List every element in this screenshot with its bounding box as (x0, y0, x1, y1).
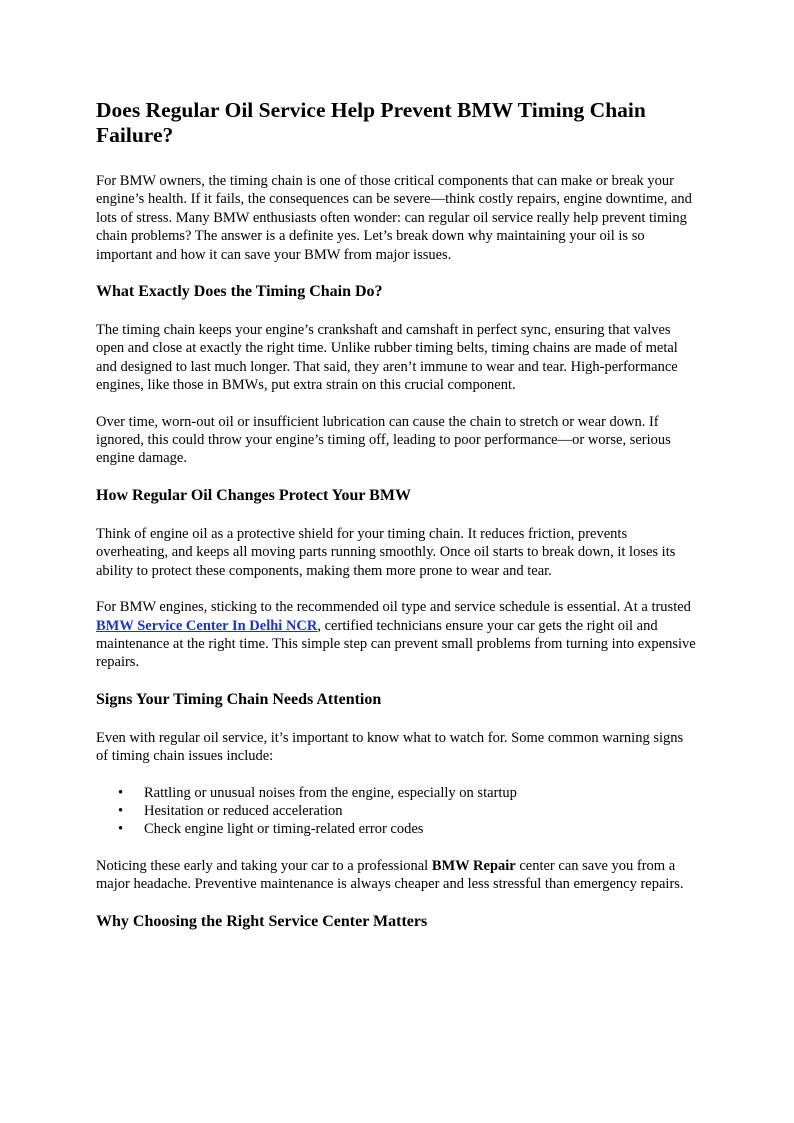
bmw-service-center-link[interactable]: BMW Service Center In Delhi NCR (96, 617, 318, 634)
section-heading-timing-chain: What Exactly Does the Timing Chain Do? (96, 283, 383, 301)
page-title: Does Regular Oil Service Help Prevent BMW Timing Chain Failure? (96, 98, 646, 147)
oil-changes-text-after: , certified technicians ensure your car gets the right oil and maintenance at the right time. This simple step can prevent small problems from turning into expensive repairs. (96, 617, 696, 671)
oil-changes-paragraph-2 (96, 598, 698, 672)
bmw-repair-bold: BMW Repair (431, 857, 516, 874)
section-heading-service-center: Why Choosing the Right Service Center Matters (96, 912, 428, 930)
warning-signs-list (96, 784, 698, 839)
section-heading-oil-changes: How Regular Oil Changes Protect Your BMW (96, 486, 411, 504)
oil-changes-paragraph-1: Think of engine oil as a protective shield for your timing chain. It reduces friction, prevents overheating, and keeps all moving parts running smoothly. Once oil starts to break down, it loses its ability to protect these components, making them more prone to wear and tear. (96, 525, 676, 579)
list-item (96, 802, 698, 820)
oil-changes-text-before: For BMW engines, sticking to the recommended oil type and service schedule is essential. At a trusted (96, 599, 691, 616)
list-item (96, 784, 698, 802)
list-item-text: Rattling or unusual noises from the engine, especially on startup (144, 784, 517, 801)
bullet-icon: • (118, 802, 124, 819)
section-heading-signs: Signs Your Timing Chain Needs Attention (96, 690, 382, 708)
signs-paragraph-2 (96, 857, 698, 894)
list-item-text: Check engine light or timing-related error codes (144, 821, 424, 838)
list-item-text: Hesitation or reduced acceleration (144, 802, 343, 819)
bullet-icon: • (118, 821, 124, 838)
signs-text-before: Noticing these early and taking your car to a professional (96, 857, 432, 874)
bullet-icon: • (118, 784, 124, 801)
list-item (96, 820, 698, 838)
timing-chain-paragraph-1: The timing chain keeps your engine’s crankshaft and camshaft in perfect sync, ensuring that valves open and close at exactly the right time. Unlike rubber timing belts, timing chains are made of metal and designed to last much longer. That said, they aren’t immune to wear and tear. High-performance engines, like those in BMWs, put extra strain on this crucial component. (96, 322, 678, 394)
document-page (96, 98, 698, 951)
timing-chain-paragraph-2: Over time, worn-out oil or insufficient lubrication can cause the chain to stretch or wear down. If ignored, this could throw your engine’s timing off, leading to poor performance—or worse, serious engine damage. (96, 413, 671, 467)
signs-text-after: center can save you from a major headache. Preventive maintenance is always cheaper and less stressful than emergency repairs. (96, 857, 684, 893)
signs-paragraph-1: Even with regular oil service, it’s important to know what to watch for. Some common warning signs of timing chain issues include: (96, 729, 684, 765)
intro-paragraph: For BMW owners, the timing chain is one of those critical components that can make or break your engine’s health. If it fails, the consequences can be severe—think costly repairs, engine downtime, and lots of stress. Many BMW enthusiasts often wonder: can regular oil service really help prevent timing chain problems? The answer is a definite yes. Let’s break down why maintaining your oil is so important and how it can save your BMW from major issues. (96, 173, 692, 263)
